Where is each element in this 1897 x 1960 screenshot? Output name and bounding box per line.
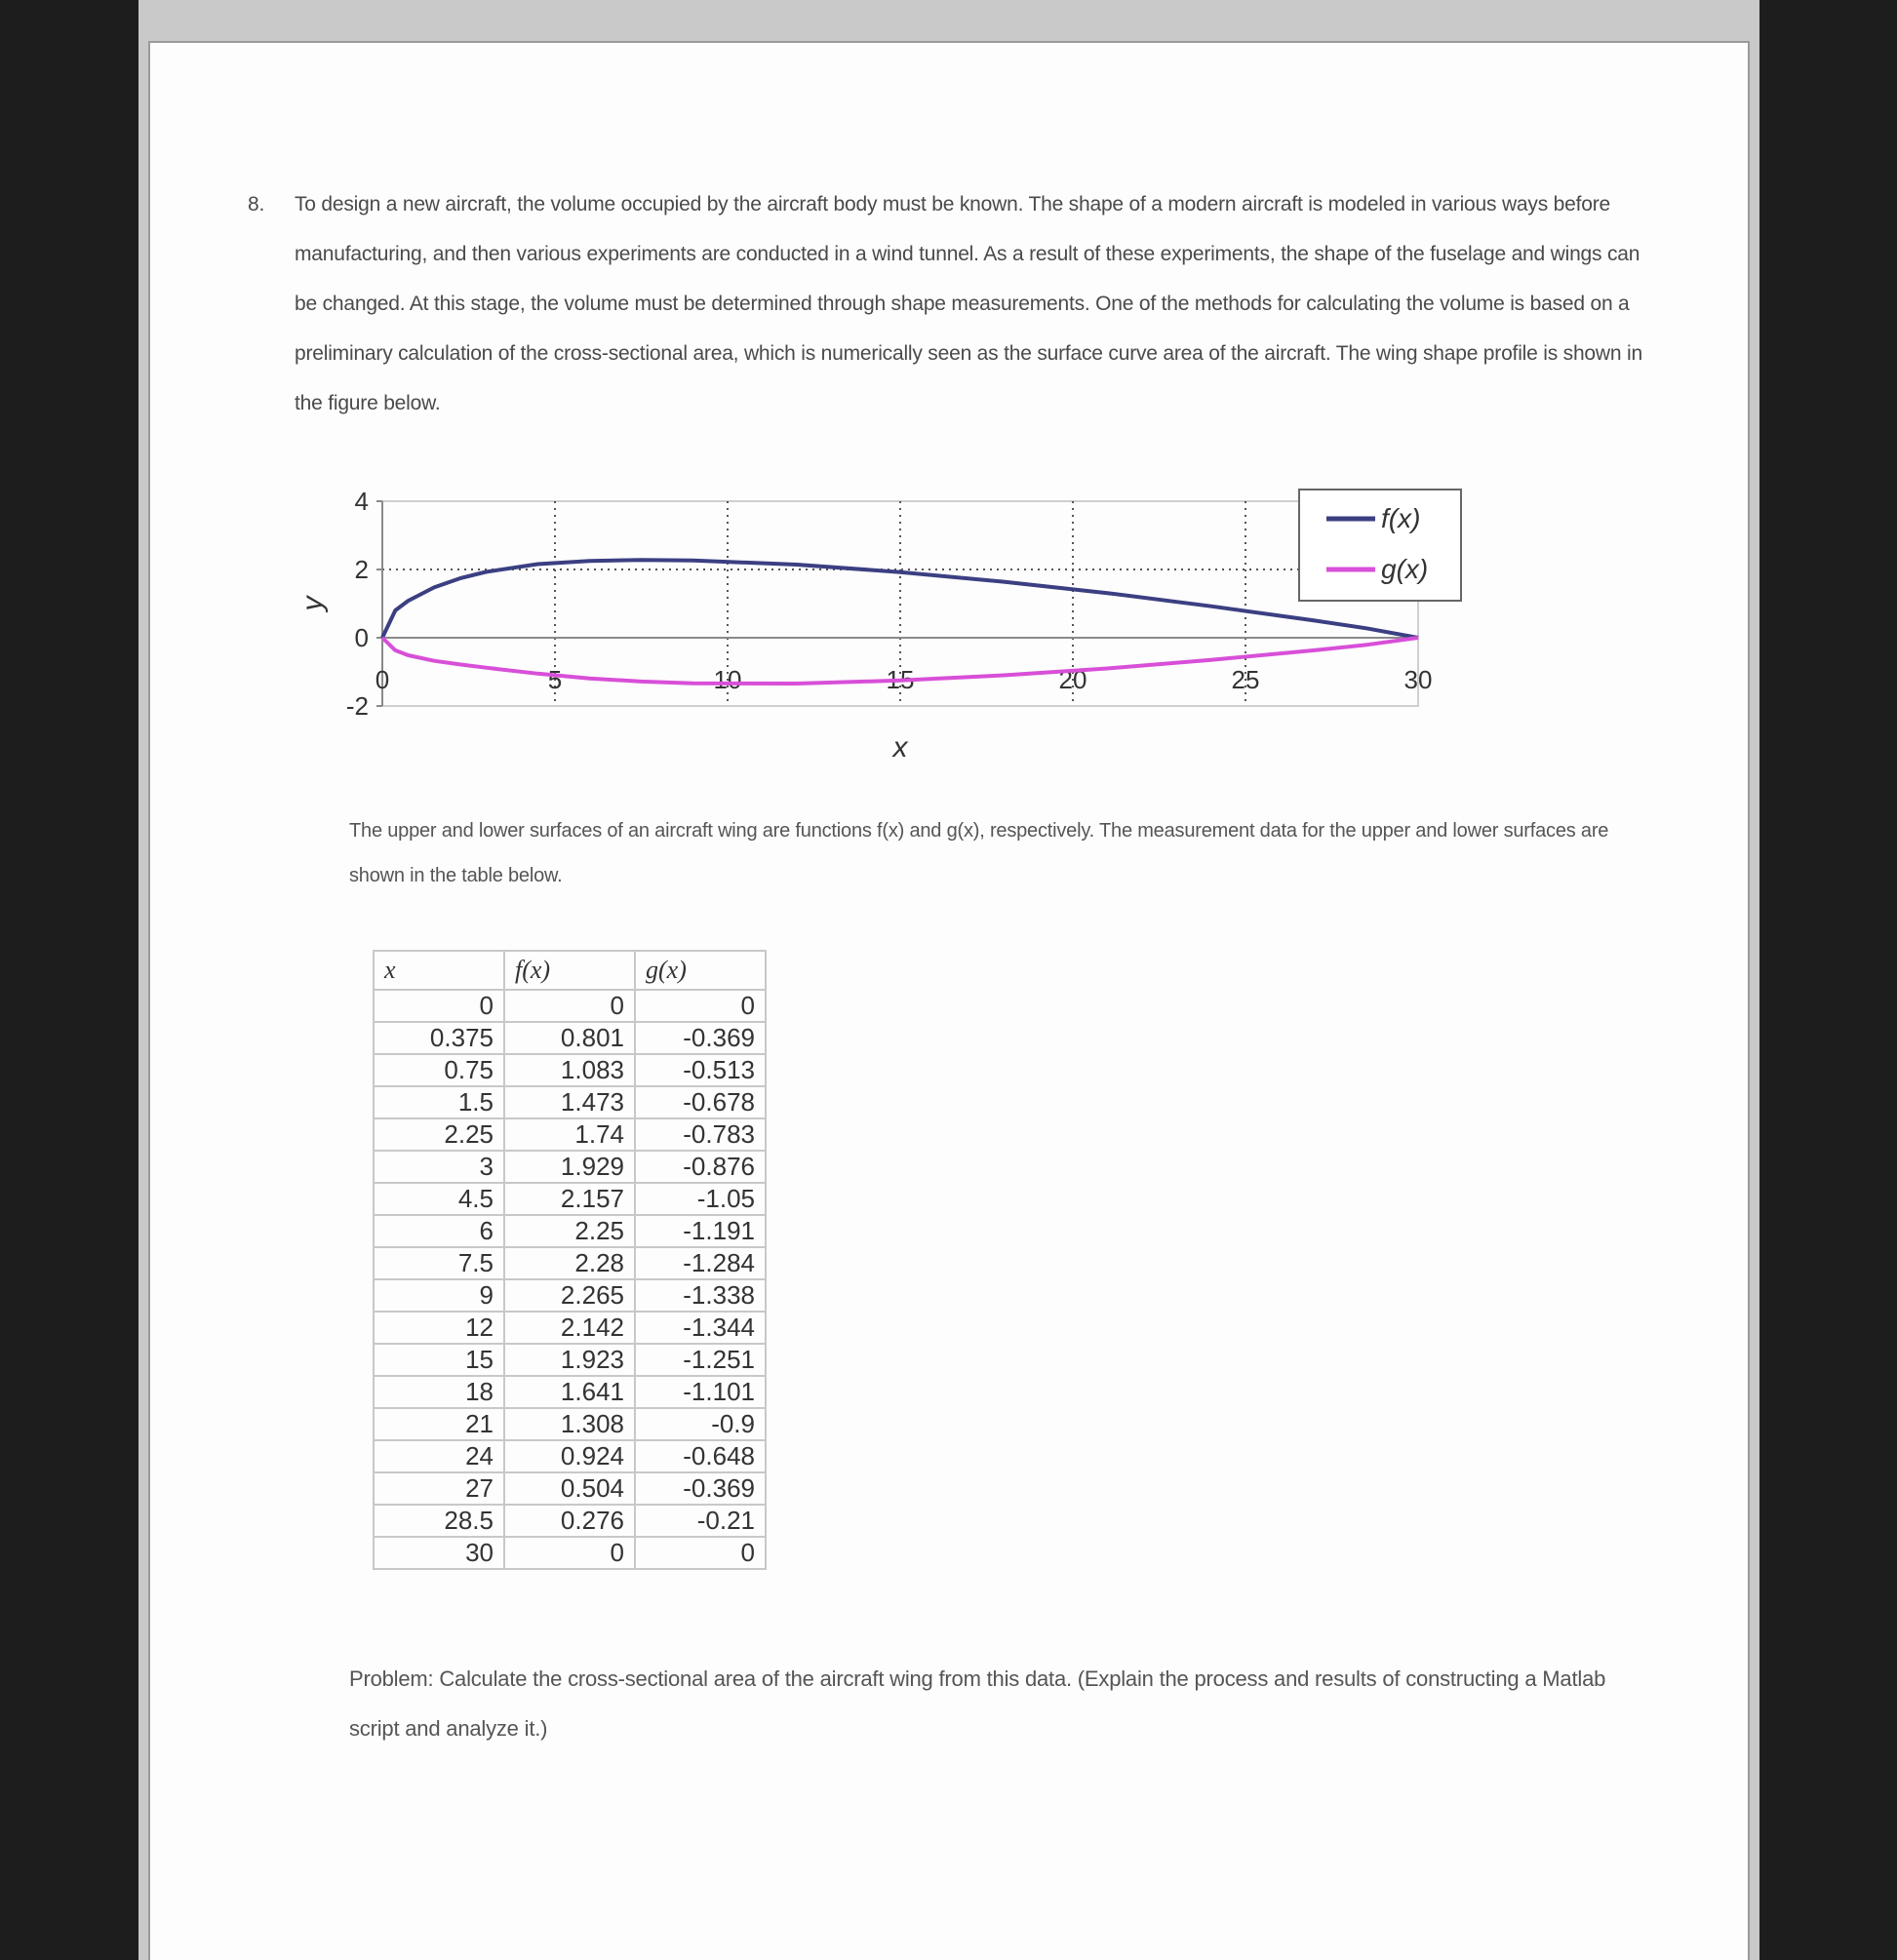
cell-x: 21 — [374, 1408, 504, 1440]
x-tick-label: 0 — [375, 665, 390, 694]
x-tick-label: 20 — [1058, 665, 1087, 694]
table-row — [374, 1183, 766, 1215]
table-row — [374, 1279, 766, 1312]
x-tick-label: 30 — [1403, 665, 1433, 694]
cell-fx: 2.25 — [504, 1215, 635, 1247]
cell-fx: 1.74 — [504, 1118, 635, 1151]
table-row — [374, 1054, 766, 1086]
cell-x: 30 — [374, 1537, 504, 1569]
cell-gx: -0.513 — [635, 1054, 766, 1086]
cell-x: 4.5 — [374, 1183, 504, 1215]
legend-label: g(x) — [1381, 554, 1429, 584]
cell-fx: 1.308 — [504, 1408, 635, 1440]
problem-task: Problem: Calculate the cross-sectional area of the aircraft wing from this data. (Explain the process and results of constructing a Matlab script and analyze it.) — [349, 1666, 1606, 1741]
cell-fx: 1.641 — [504, 1376, 635, 1408]
cell-gx: -0.783 — [635, 1118, 766, 1151]
cell-gx: -0.369 — [635, 1472, 766, 1505]
cell-gx: -1.05 — [635, 1183, 766, 1215]
cell-gx: -1.338 — [635, 1279, 766, 1312]
y-tick-label: -2 — [345, 691, 369, 721]
cell-x: 3 — [374, 1151, 504, 1183]
table-row — [374, 990, 766, 1022]
measurement-table — [373, 950, 767, 1570]
header-x: x — [374, 951, 504, 990]
cell-fx: 2.157 — [504, 1183, 635, 1215]
cell-gx: 0 — [635, 1537, 766, 1569]
table-row — [374, 1086, 766, 1118]
cell-fx: 1.923 — [504, 1344, 635, 1376]
x-axis-label: x — [892, 731, 908, 764]
cell-x: 15 — [374, 1344, 504, 1376]
cell-gx: -0.21 — [635, 1505, 766, 1537]
cell-gx: -0.9 — [635, 1408, 766, 1440]
cell-gx: -1.191 — [635, 1215, 766, 1247]
table-row — [374, 1344, 766, 1376]
cell-fx: 2.265 — [504, 1279, 635, 1312]
cell-gx: -0.369 — [635, 1022, 766, 1054]
cell-gx: -0.876 — [635, 1151, 766, 1183]
cell-fx: 0 — [504, 1537, 635, 1569]
cell-fx: 2.28 — [504, 1247, 635, 1279]
y-axis-label: y — [296, 596, 329, 611]
problem-statement — [248, 179, 1652, 428]
y-tick-label: 2 — [354, 555, 369, 584]
table-row — [374, 1472, 766, 1505]
cell-fx: 0 — [504, 990, 635, 1022]
cell-fx: 1.083 — [504, 1054, 635, 1086]
cell-x: 7.5 — [374, 1247, 504, 1279]
table-header-row — [374, 951, 766, 990]
table-row — [374, 1118, 766, 1151]
table-body — [374, 990, 766, 1569]
x-tick-label: 10 — [713, 665, 742, 694]
cell-x: 1.5 — [374, 1086, 504, 1118]
table-row — [374, 1312, 766, 1344]
cell-x: 2.25 — [374, 1118, 504, 1151]
cell-gx: 0 — [635, 990, 766, 1022]
x-tick-label: 25 — [1231, 665, 1260, 694]
problem-intro-text: To design a new aircraft, the volume occupied by the aircraft body must be known. The shape of a modern aircraft is modeled in various ways before manufacturing, and then various experiments are conducted in a wind tunnel. As a result of these experiments, the shape of the fuselage and wings can be changed. At this stage, the volume must be determined through shape measurements. One of the methods for calculating the volume is based on a preliminary calculation of the cross-sectional area, which is numerically seen as the surface curve area of the aircraft. The wing shape profile is shown in the figure below. — [295, 193, 1642, 414]
series-line-fx — [382, 560, 1418, 638]
table-row — [374, 1537, 766, 1569]
cell-fx: 0.276 — [504, 1505, 635, 1537]
wing-profile-chart — [296, 472, 1594, 774]
table-row — [374, 1151, 766, 1183]
cell-x: 0 — [374, 990, 504, 1022]
cell-x: 18 — [374, 1376, 504, 1408]
cell-x: 24 — [374, 1440, 504, 1472]
cell-gx: -0.678 — [635, 1086, 766, 1118]
cell-x: 9 — [374, 1279, 504, 1312]
cell-x: 0.75 — [374, 1054, 504, 1086]
cell-fx: 0.504 — [504, 1472, 635, 1505]
x-tick-label: 15 — [886, 665, 915, 694]
legend-box — [1299, 490, 1461, 601]
problem-number: 8. — [248, 193, 265, 216]
cell-x: 12 — [374, 1312, 504, 1344]
cell-gx: -1.101 — [635, 1376, 766, 1408]
cell-x: 6 — [374, 1215, 504, 1247]
table-row — [374, 1440, 766, 1472]
table-row — [374, 1215, 766, 1247]
table-caption: The upper and lower surfaces of an aircraft wing are functions f(x) and g(x), respectively. The measurement data for the upper and lower surfaces are shown in the table below. — [349, 820, 1609, 886]
y-tick-label: 4 — [354, 487, 369, 516]
table-row — [374, 1247, 766, 1279]
cell-gx: -1.251 — [635, 1344, 766, 1376]
table-row — [374, 1022, 766, 1054]
y-tick-label: 0 — [354, 623, 369, 652]
legend-label: f(x) — [1381, 503, 1421, 533]
table-row — [374, 1376, 766, 1408]
header-gx: g(x) — [635, 951, 766, 990]
cell-fx: 0.924 — [504, 1440, 635, 1472]
cell-gx: -1.284 — [635, 1247, 766, 1279]
cell-gx: -0.648 — [635, 1440, 766, 1472]
x-tick-label: 5 — [547, 665, 563, 694]
cell-fx: 1.473 — [504, 1086, 635, 1118]
cell-x: 27 — [374, 1472, 504, 1505]
table-row — [374, 1505, 766, 1537]
cell-gx: -1.344 — [635, 1312, 766, 1344]
cell-fx: 0.801 — [504, 1022, 635, 1054]
document-page — [148, 41, 1750, 1960]
cell-x: 0.375 — [374, 1022, 504, 1054]
cell-fx: 1.929 — [504, 1151, 635, 1183]
cell-x: 28.5 — [374, 1505, 504, 1537]
table-row — [374, 1408, 766, 1440]
header-fx: f(x) — [504, 951, 635, 990]
cell-fx: 2.142 — [504, 1312, 635, 1344]
